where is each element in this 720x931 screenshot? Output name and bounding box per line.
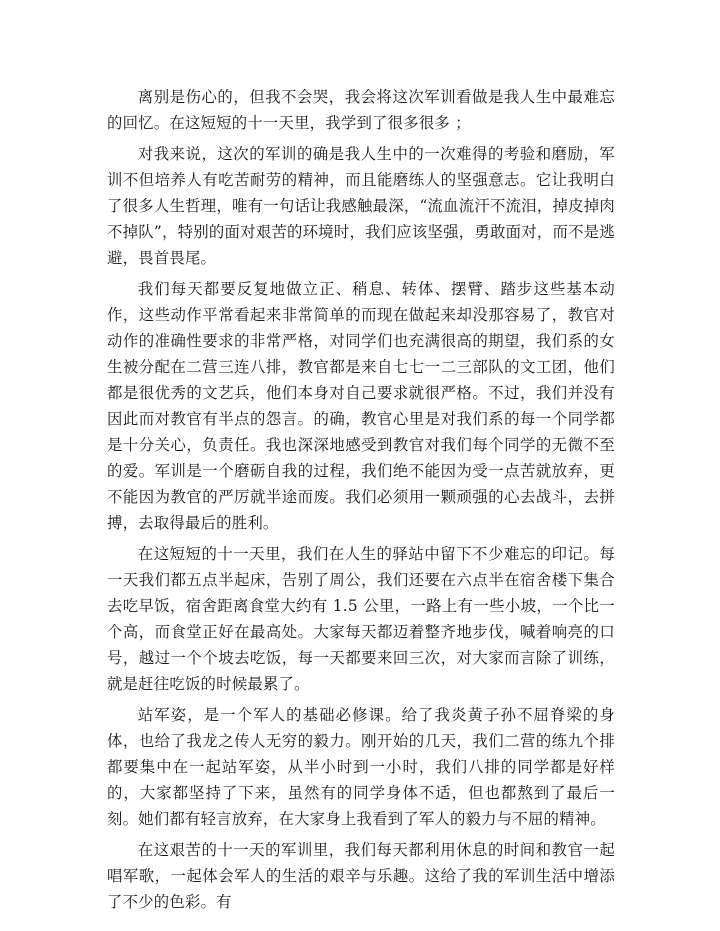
- document-body: [107, 84, 615, 920]
- paragraph-2: 对我来说，这次的军训的确是我人生中的一次难得的考验和磨励，军训不但培养人有吃苦耐劳的精神，而且能磨练人的坚强意志。它让我明白了很多人生哲理，唯有一句话让我感触最深，“流血流汗不流泪，掉皮掉肉不掉队”，特别的面对艰苦的环境时，我们应该坚强，勇敢面对，而不是逃避，畏首畏尾。: [107, 145, 615, 267]
- paragraph-3: 我们每天都要反复地做立正、稍息、转体、摆臂、踏步这些基本动作，这些动作平常看起来非常简单的而现在做起来却没那容易了，教官对动作的准确性要求的非常严格，对同学们也充满很高的期望，我们系的女生被分配在二营三连八排，教官都是来自七七一二三部队的文工团，他们都是很优秀的文艺兵，他们本身对自己要求就很严格。不过，我们并没有因此而对教官有半点的怨言。的确，教官心里是对我们系的每一个同学都是十分关心，负责任。我也深深地感受到教官对我们每个同学的无微不至的爱。军训是一个磨砺自我的过程，我们绝不能因为受一点苦就放弃，更不能因为教官的严厉就半途而废。我们必须用一颗顽强的心去战斗，去拼搏，去取得最后的胜利。: [107, 280, 615, 532]
- paragraph-5: 站军姿，是一个军人的基础必修课。给了我炎黄子孙不屈脊梁的身体，也给了我龙之传人无穷的毅力。刚开始的几天，我们二营的练九个排都要集中在一起站军姿，从半小时到一小时，我们八排的同学都是好样的，大家都坚持了下来，虽然有的同学身体不适，但也都熬到了最后一刻。她们都有轻言放弃，在大家身上我看到了军人的毅力与不屈的精神。: [107, 706, 615, 828]
- paragraph-4: 在这短短的十一天里，我们在人生的驿站中留下不少难忘的印记。每一天我们都五点半起床，告别了周公，我们还要在六点半在宿舍楼下集合去吃早饭，宿舍距离食堂大约有 1.5 公里，一路上有一些小坡，一个比一个高，而食堂正好在最高处。大家每天都迈着整齐地步伐，喊着响亮的口号，越过一个个坡去吃饭，每一天都要来回三次，对大家而言除了训练，就是赶往吃饭的时候最累了。: [107, 545, 615, 693]
- paragraph-6: 在这艰苦的十一天的军训里，我们每天都利用休息的时间和教官一起唱军歌，一起体会军人的生活的艰辛与乐趣。这给了我的军训生活中增添了不少的色彩。有: [107, 841, 615, 911]
- paragraph-1: 离别是伤心的，但我不会哭，我会将这次军训看做是我人生中最难忘的回忆。在这短短的十一天里，我学到了很多很多 ；: [107, 88, 615, 132]
